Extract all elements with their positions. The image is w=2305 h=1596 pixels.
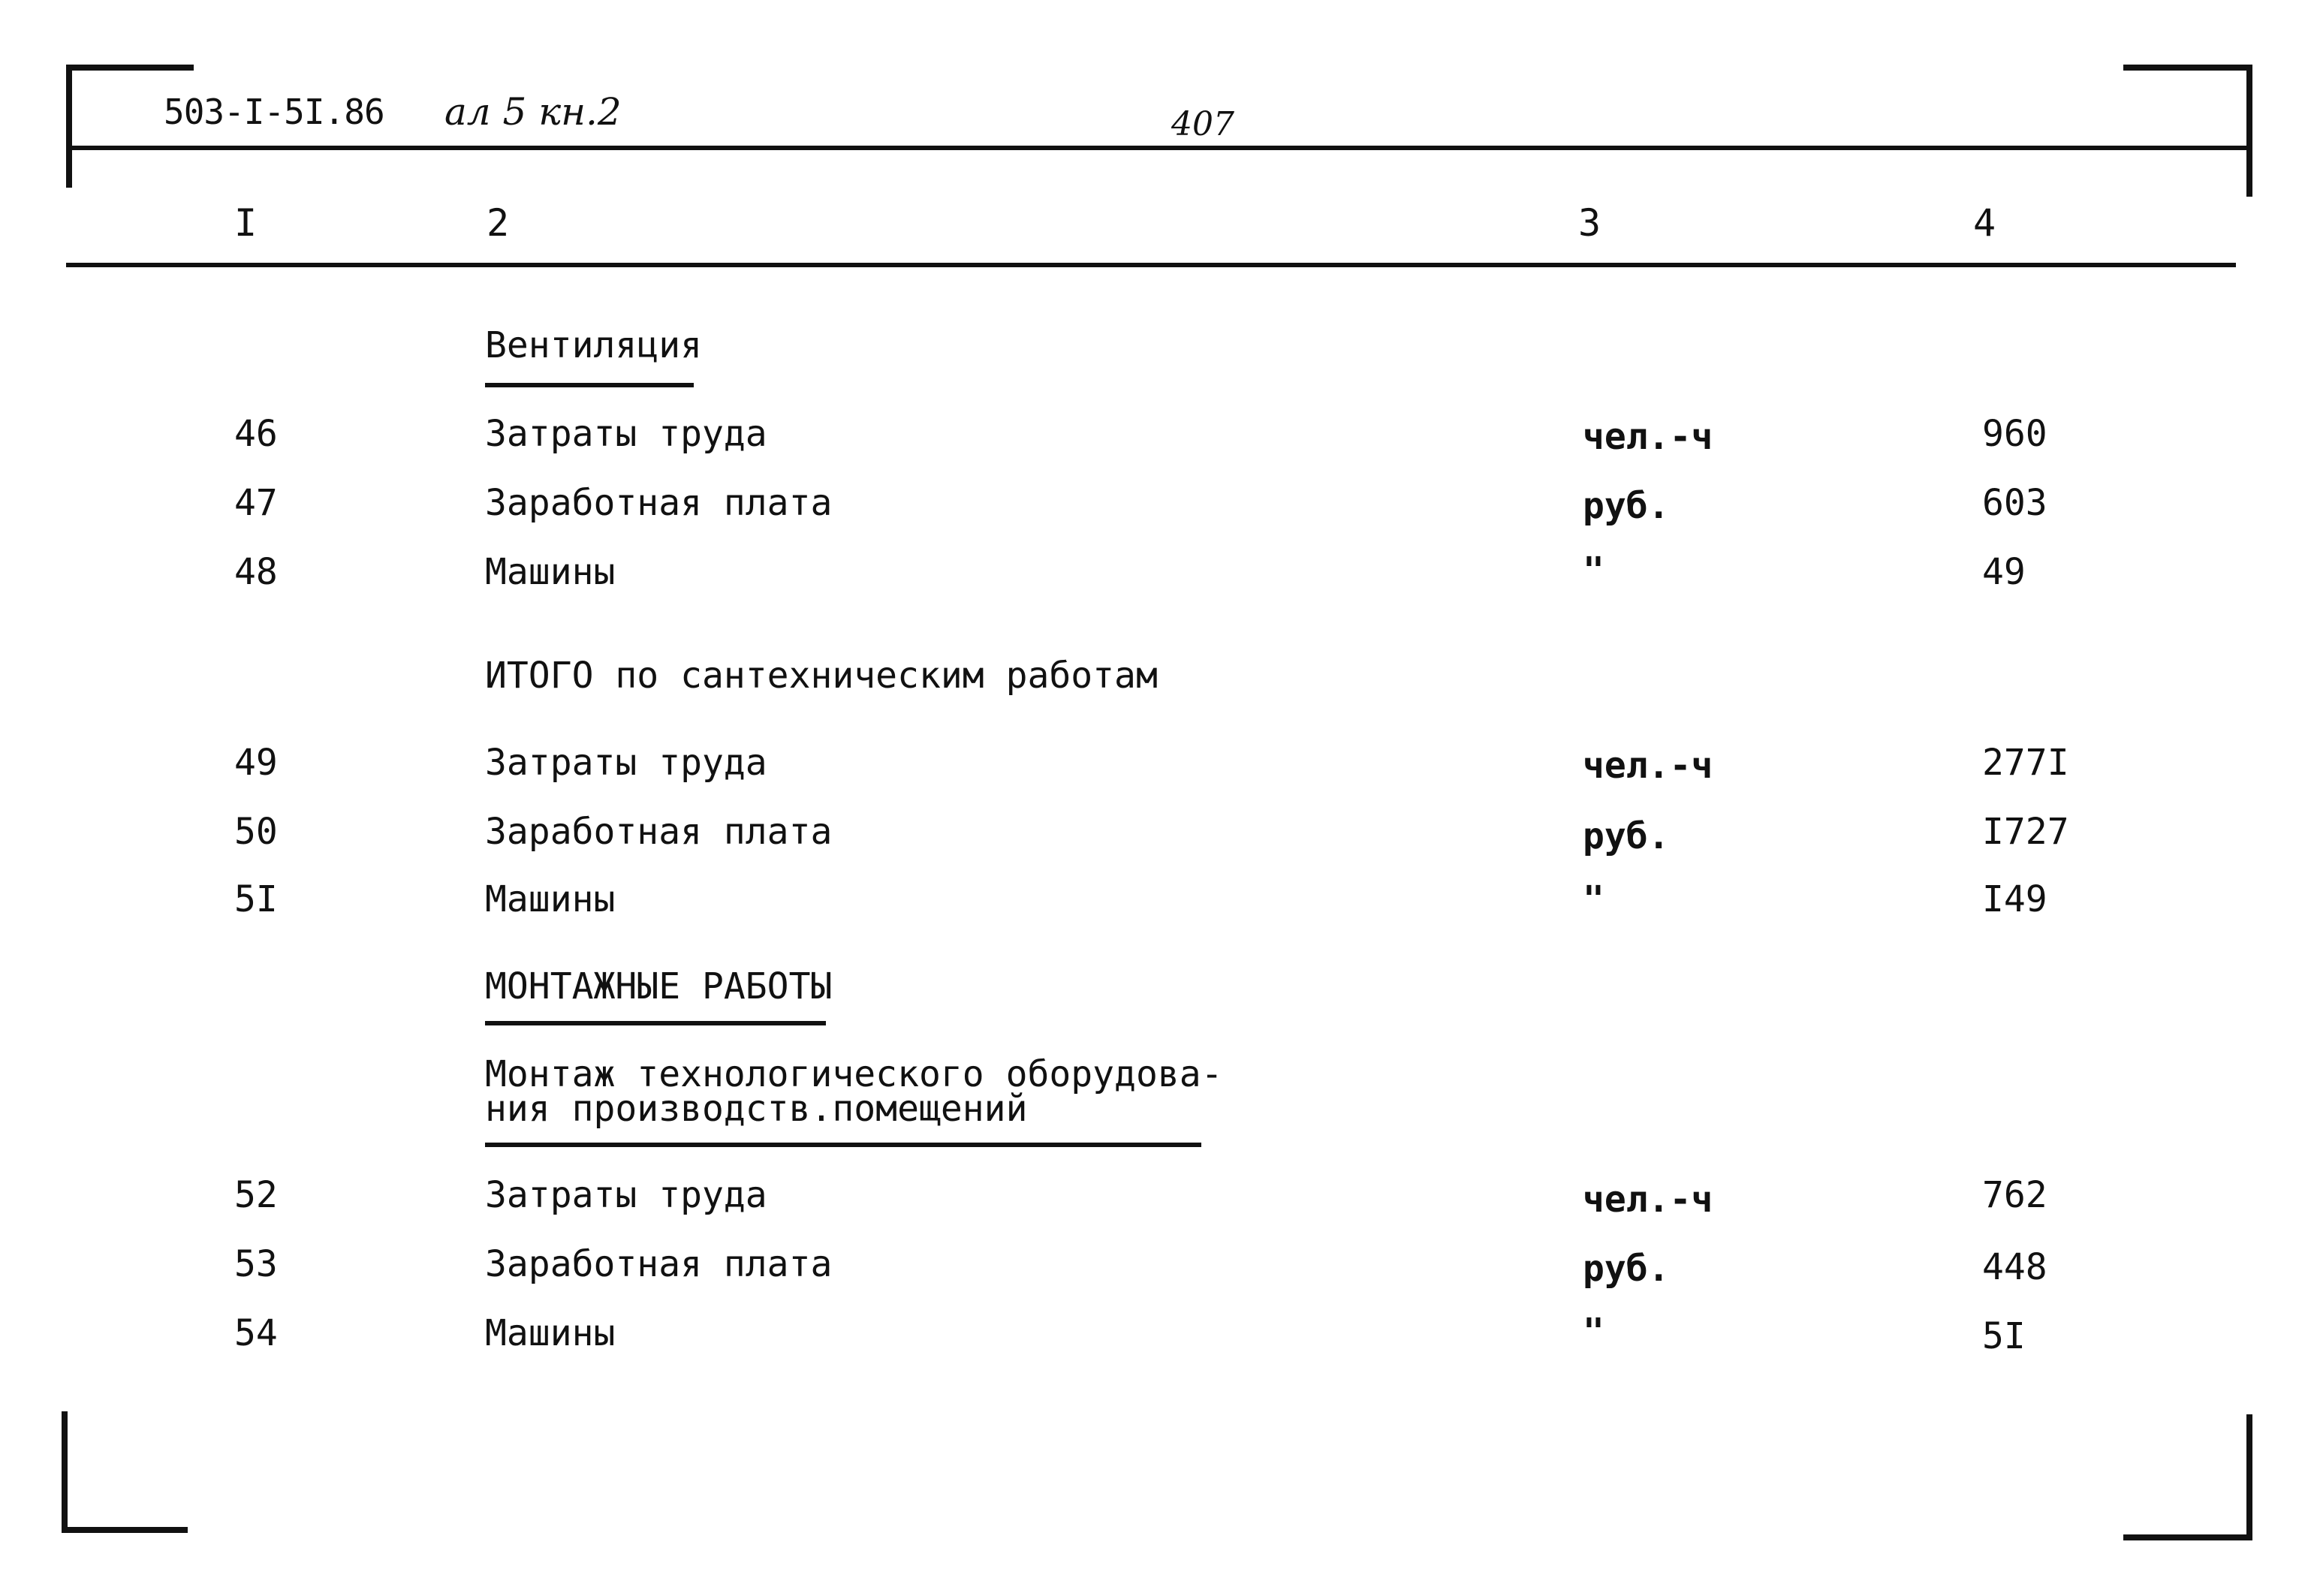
- row-description: Заработная плата: [485, 1243, 833, 1285]
- row-value: 448: [1982, 1246, 2047, 1288]
- row-description: Заработная плата: [485, 811, 833, 853]
- row-value: 762: [1982, 1174, 2047, 1216]
- frame-top-right-horizontal: [2123, 65, 2252, 71]
- column-header-1: I: [234, 201, 258, 245]
- row-value: 603: [1982, 482, 2047, 524]
- row-description: Машины: [485, 551, 616, 593]
- section-underline-installation: [485, 1021, 826, 1025]
- row-number: 49: [234, 742, 278, 784]
- row-number: 46: [234, 413, 278, 455]
- column-header-3: 3: [1578, 201, 1601, 245]
- row-number: 48: [234, 551, 278, 593]
- column-header-rule: [66, 263, 2236, 267]
- column-header-4: 4: [1973, 201, 1996, 245]
- row-unit: чел.-ч: [1583, 416, 1713, 458]
- frame-top-left-horizontal: [66, 65, 194, 71]
- header-rule: [66, 146, 2252, 150]
- frame-bottom-right-horizontal: [2123, 1534, 2252, 1540]
- document-code: 503-I-5I.86: [164, 92, 384, 132]
- row-value: I727: [1982, 811, 2069, 853]
- row-unit-ditto: ": [1583, 1311, 1604, 1353]
- section-title-total-sanitary: ИТОГО по сантехническим работам: [485, 655, 1158, 697]
- row-unit-ditto: ": [1583, 550, 1604, 592]
- row-number: 5I: [234, 878, 278, 920]
- frame-left-vertical-top: [66, 65, 72, 188]
- page-number: 407: [1171, 105, 1234, 143]
- row-value: I49: [1982, 878, 2047, 920]
- subsection-title-line-2: ния производств.помещений: [485, 1088, 1028, 1130]
- section-underline-ventilation: [485, 383, 694, 387]
- album-note: ал 5 кн.2: [444, 90, 622, 134]
- frame-left-vertical-bottom: [62, 1411, 68, 1531]
- row-unit: чел.-ч: [1583, 1179, 1713, 1221]
- row-value: 49: [1982, 551, 2026, 593]
- row-number: 54: [234, 1312, 278, 1354]
- subsection-underline: [485, 1143, 1201, 1147]
- row-value: 277I: [1982, 742, 2069, 784]
- section-title-installation: МОНТАЖНЫЕ РАБОТЫ: [485, 965, 833, 1007]
- row-number: 50: [234, 811, 278, 853]
- frame-bottom-left-horizontal: [62, 1527, 188, 1533]
- row-value: 5I: [1982, 1315, 2026, 1357]
- frame-right-vertical-bottom: [2246, 1414, 2252, 1540]
- row-unit: руб.: [1583, 1248, 1670, 1290]
- row-description: Затраты труда: [485, 1174, 767, 1216]
- row-description: Машины: [485, 1312, 616, 1354]
- subsection-title-line-1: Монтаж технологического оборудова-: [485, 1053, 1223, 1095]
- row-description: Машины: [485, 878, 616, 920]
- row-number: 53: [234, 1243, 278, 1285]
- row-description: Заработная плата: [485, 482, 833, 524]
- row-unit: руб.: [1583, 815, 1670, 857]
- row-description: Затраты труда: [485, 413, 767, 455]
- row-unit: чел.-ч: [1583, 745, 1713, 787]
- row-number: 47: [234, 482, 278, 524]
- column-header-2: 2: [487, 201, 510, 245]
- row-number: 52: [234, 1174, 278, 1216]
- row-description: Затраты труда: [485, 742, 767, 784]
- row-unit: руб.: [1583, 485, 1670, 527]
- row-unit-ditto: ": [1583, 878, 1604, 920]
- row-value: 960: [1982, 413, 2047, 455]
- frame-right-vertical-top: [2246, 65, 2252, 197]
- section-title-ventilation: Вентиляция: [485, 324, 702, 366]
